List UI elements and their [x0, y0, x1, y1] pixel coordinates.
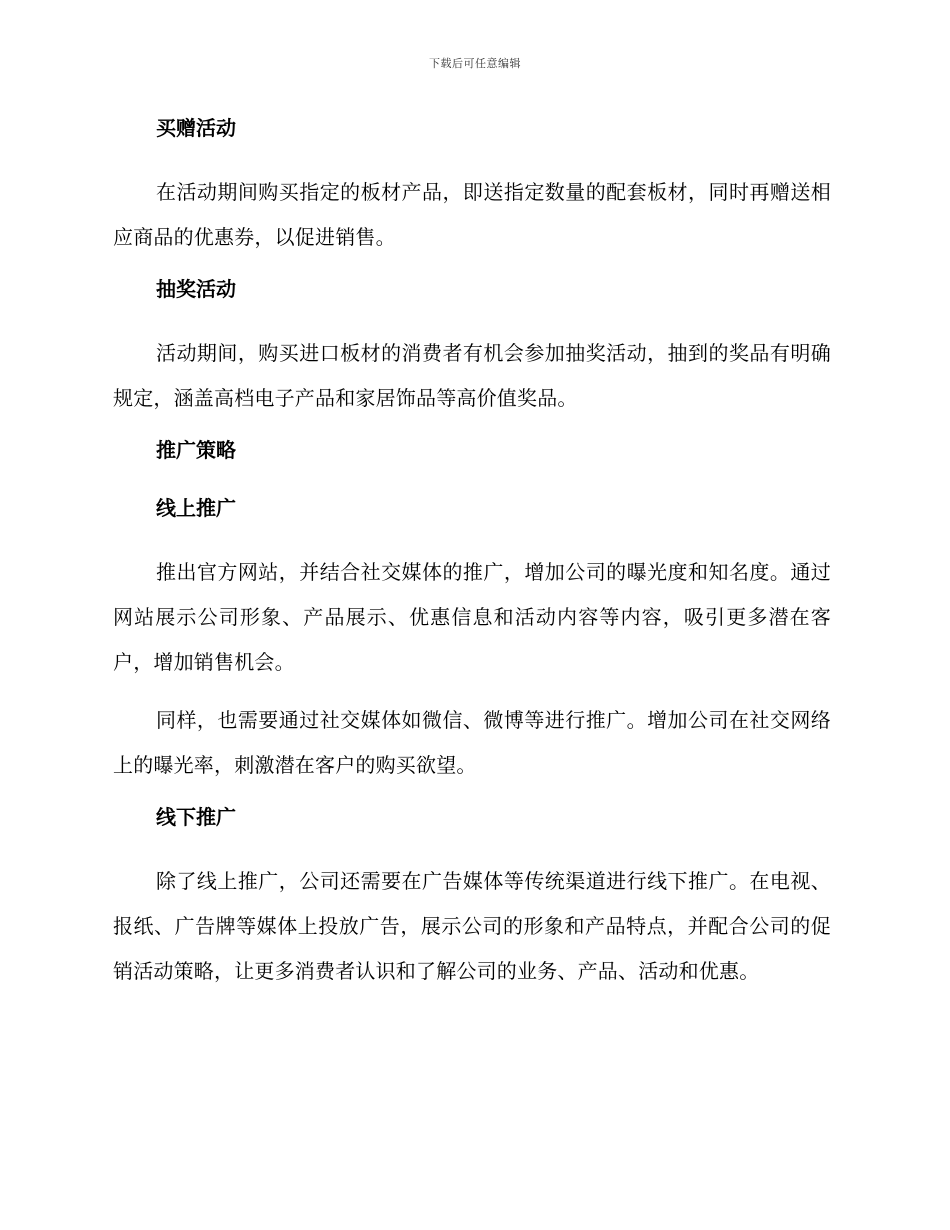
paragraph-online-promotion-1: 推出官方网站，并结合社交媒体的推广，增加公司的曝光度和知名度。通过网站展示公司形象、产品展示、优惠信息和活动内容等内容，吸引更多潜在客户，增加销售机会。 [113, 560, 831, 674]
section-heading-lottery: 抽奖活动 [156, 277, 236, 301]
paragraph-offline-promotion: 除了线上推广，公司还需要在广告媒体等传统渠道进行线下推广。在电视、报纸、广告牌等媒体上投放广告，展示公司的形象和产品特点，并配合公司的促销活动策略，让更多消费者认识和了解公司的业务、产品、活动和优惠。 [113, 869, 831, 983]
section-heading-offline-promotion: 线下推广 [156, 805, 236, 829]
page-header: 下载后可任意编辑 [429, 57, 521, 70]
paragraph-online-promotion-2: 同样，也需要通过社交媒体如微信、微博等进行推广。增加公司在社交网络上的曝光率，刺激潜在客户的购买欲望。 [113, 708, 831, 777]
section-heading-online-promotion: 线上推广 [156, 496, 236, 520]
section-heading-promotion-strategy: 推广策略 [156, 438, 236, 462]
paragraph-gift-promotion: 在活动期间购买指定的板材产品，即送指定数量的配套板材，同时再赠送相应商品的优惠券，以促进销售。 [113, 180, 831, 249]
section-heading-gift-promotion: 买赠活动 [156, 116, 236, 140]
paragraph-lottery: 活动期间，购买进口板材的消费者有机会参加抽奖活动，抽到的奖品有明确规定，涵盖高档电子产品和家居饰品等高价值奖品。 [113, 341, 831, 410]
document-body [113, 112, 831, 1007]
